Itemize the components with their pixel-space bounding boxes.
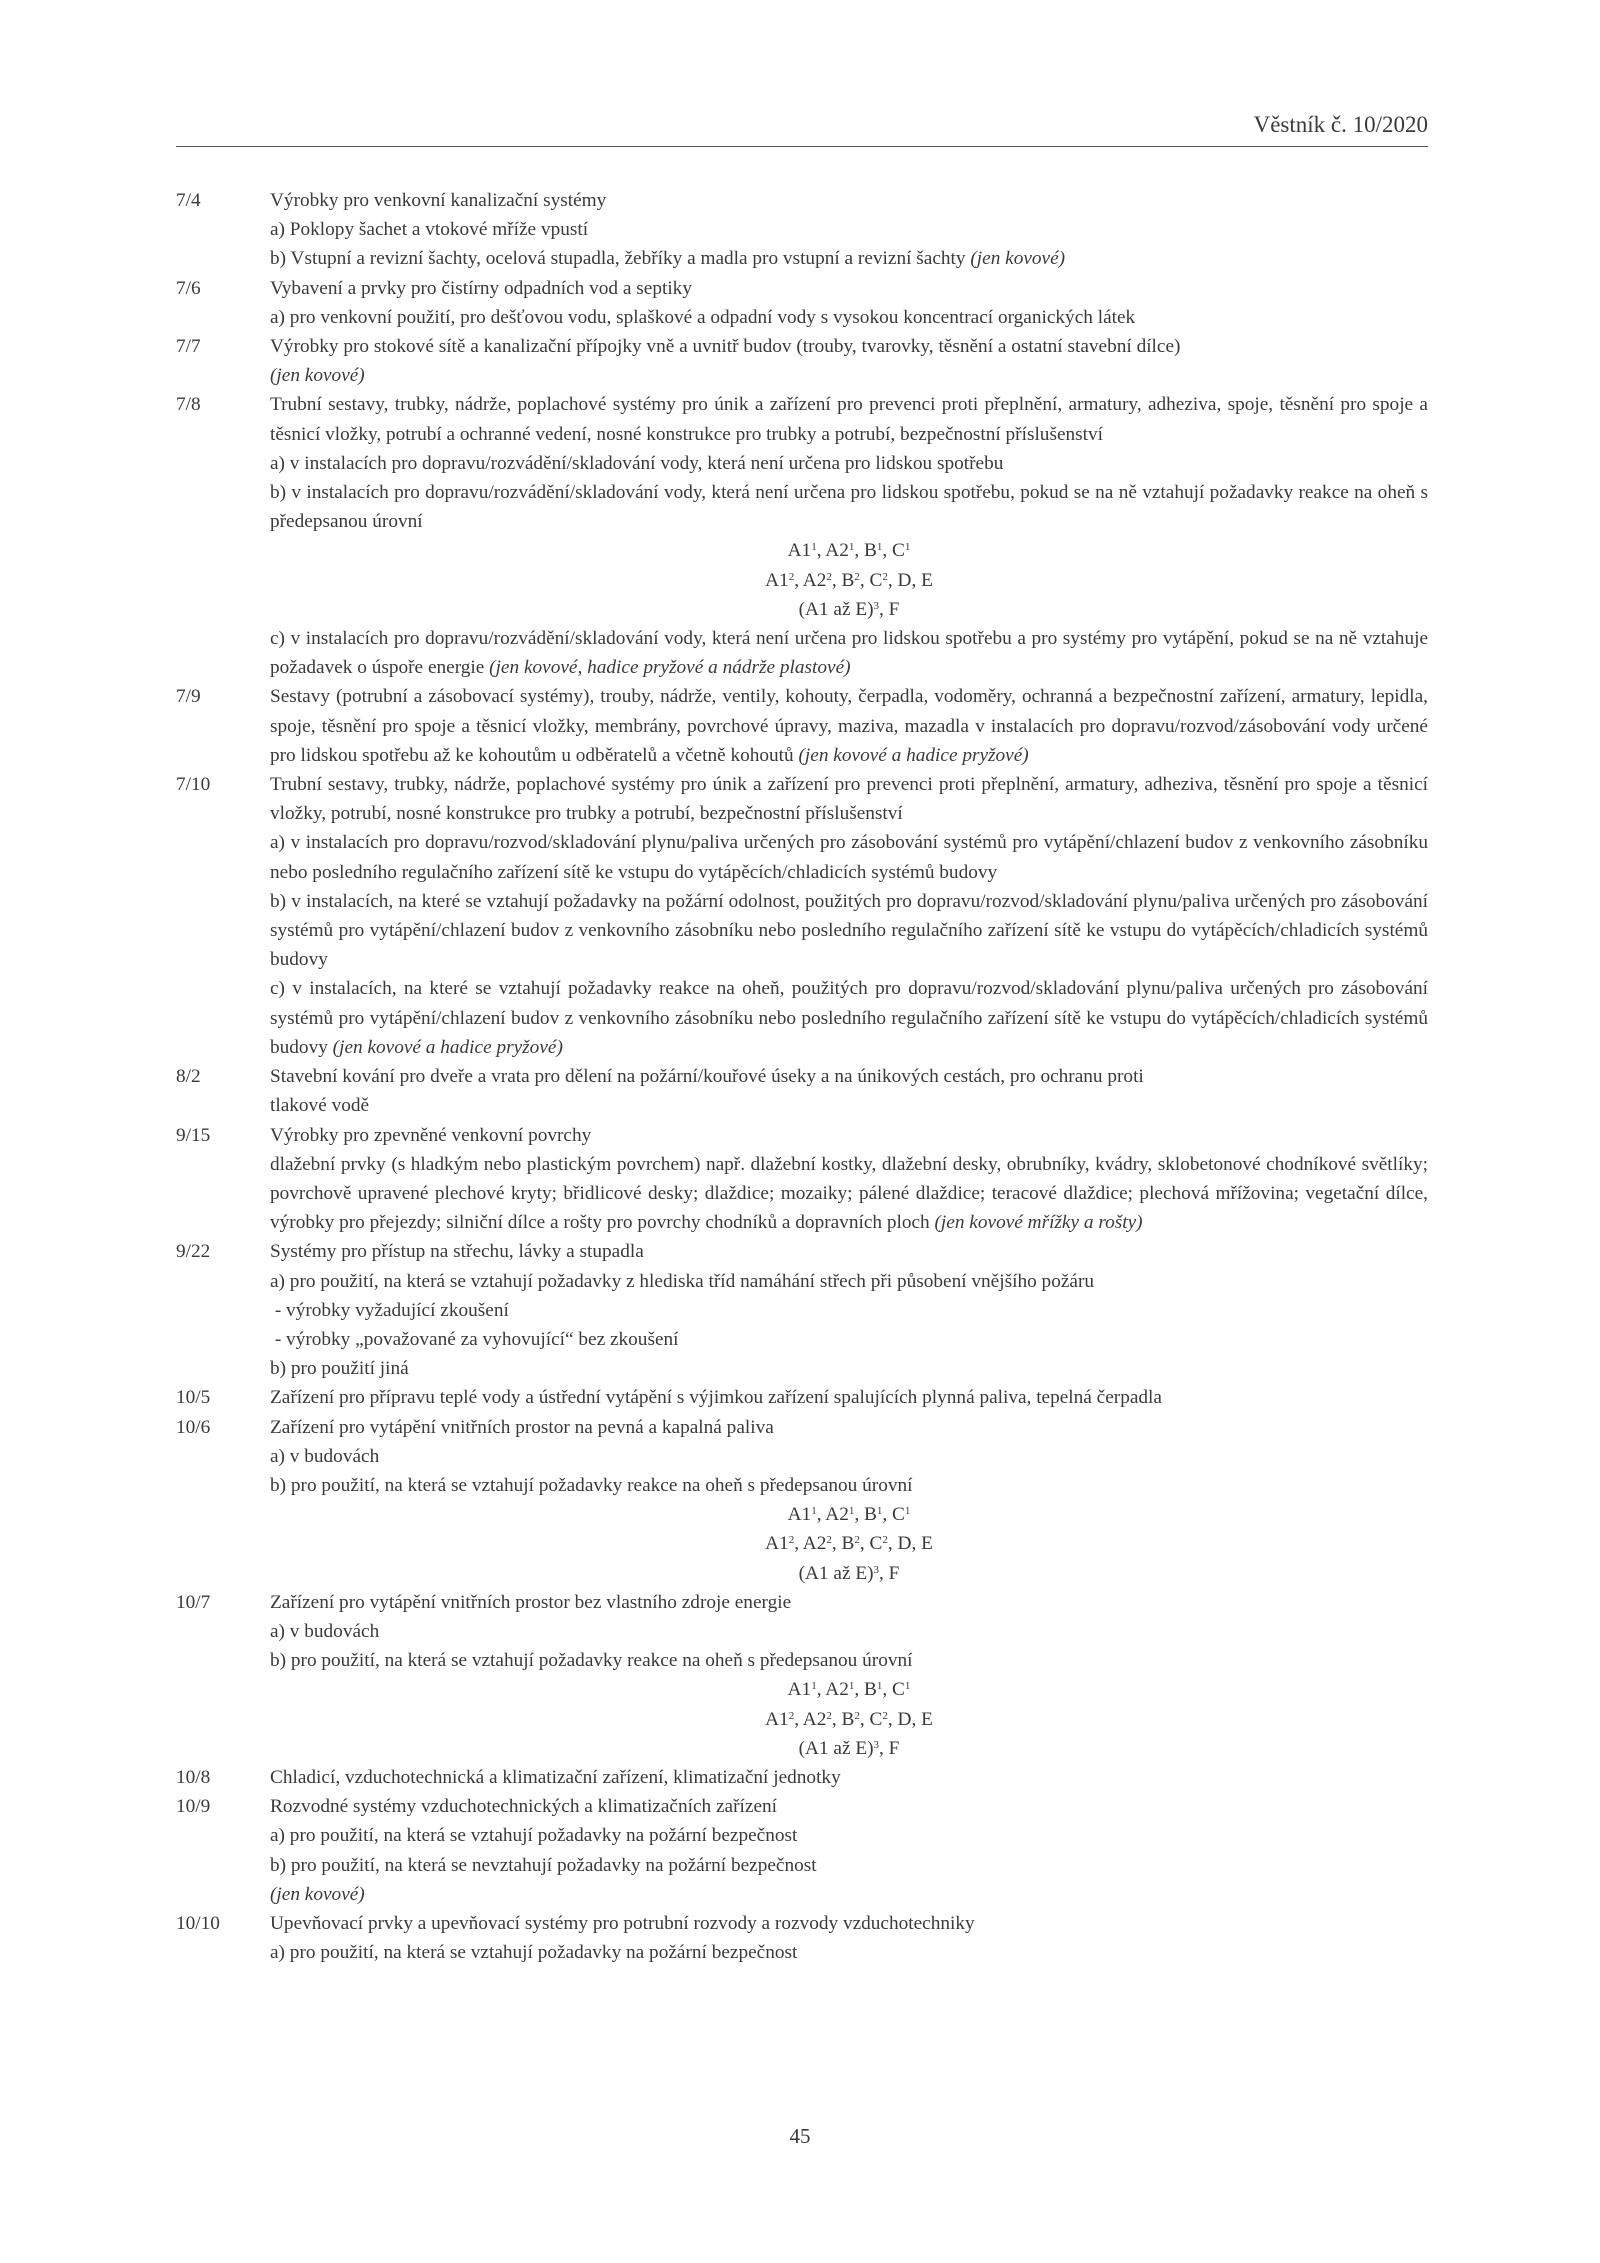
fire-class-line-1: $A1^1$, $A2^1$, $B^1$, $C^1$ (787, 1679, 911, 1701)
entry-7-6 (176, 274, 1428, 332)
journal-title: Věstník č. 10/2020 (1253, 112, 1428, 137)
entry-item: b) pro použití, na která se vztahují požadavky reakce na oheň s předepsanou úrovní (270, 1650, 913, 1672)
entry-item: b) v instalacích, na které se vztahují požadavky na požární odolnost, použitých pro dopravu/rozvod/skladování plynu/paliva určených pro zásobování systémů pro vytápění/chlazení budov z venkovního zásobníku nebo posledního regulačního zařízení sítě ke vstupu do vytápěcích/chladicích systémů budovy (270, 890, 1428, 971)
entry-9-15 (176, 1121, 1428, 1238)
entry-title: Výrobky pro stokové sítě a kanalizační přípojky vně a uvnitř budov (trouby, tvarovky, těsnění a ostatní stavební dílce) (270, 336, 1181, 358)
entry-item: b) Vstupní a revizní šachty, ocelová stupadla, žebříky a madla pro vstupní a revizní šachty (270, 248, 966, 270)
entry-code: 9/15 (176, 1124, 211, 1146)
fire-class-line-3: (A1 až E)$^3$, F (798, 1562, 900, 1584)
entry-item: a) v instalacích pro dopravu/rozvod/skladování plynu/paliva určených pro zásobování systémů pro vytápění/chlazení budov z venkovního zásobníku nebo posledního regulačního zařízení sítě ke vstupu do vytápěcích/chladicích systémů budovy (270, 832, 1428, 883)
fire-class-line-2: $A1^2$, $A2^2$, $B^2$, $C^2$, D, E (765, 569, 933, 591)
entry-item: a) Poklopy šachet a vtokové mříže vpustí (270, 219, 589, 241)
entry-code: 7/8 (176, 394, 201, 416)
entry-item: b) pro použití jiná (270, 1358, 409, 1380)
entry-item: a) pro použití, na která se vztahují požadavky na požární bezpečnost (270, 1942, 798, 1964)
entry-7-8 (176, 390, 1428, 682)
fire-class-line-3: (A1 až E)$^3$, F (798, 598, 900, 620)
page-header (176, 112, 1428, 147)
entry-10-5 (176, 1383, 1428, 1412)
product-list (176, 186, 1428, 1967)
entry-title: Rozvodné systémy vzduchotechnických a klimatizačních zařízení (270, 1796, 778, 1818)
entry-10-6 (176, 1413, 1428, 1588)
entry-7-4 (176, 186, 1428, 274)
entry-title: Zařízení pro přípravu teplé vody a ústřední vytápění s výjimkou zařízení spalujících plynná paliva, tepelná čerpadla (270, 1387, 1162, 1409)
entry-7-7 (176, 332, 1428, 390)
entry-note: (jen kovové) (270, 365, 365, 387)
entry-note: (jen kovové) (970, 248, 1066, 270)
entry-item: a) v instalacích pro dopravu/rozvádění/skladování vody, která není určena pro lidskou spotřebu (270, 452, 1004, 474)
entry-code: 10/7 (176, 1591, 211, 1613)
entry-code: 10/8 (176, 1766, 211, 1788)
entry-9-22 (176, 1237, 1428, 1383)
entry-title: Upevňovací prvky a upevňovací systémy pro potrubní rozvody a rozvody vzduchotechniky (270, 1912, 975, 1934)
entry-code: 9/22 (176, 1241, 211, 1263)
entry-10-7 (176, 1588, 1428, 1763)
entry-code: 10/10 (176, 1912, 220, 1934)
entry-code: 7/10 (176, 774, 211, 796)
entry-10-9 (176, 1792, 1428, 1909)
entry-item: c) v instalacích pro dopravu/rozvádění/skladování vody, která není určena pro lidskou spotřebu a pro systémy pro vytápění, pokud se na ně vztahuje požadavek o úspoře energie (jen kovové, hadice pryžové a nádrže plastové) (270, 628, 1428, 679)
entry-item: b) pro použití, na která se nevztahují požadavky na požární bezpečnost (270, 1854, 817, 1876)
entry-7-9 (176, 682, 1428, 770)
entry-title: Zařízení pro vytápění vnitřních prostor bez vlastního zdroje energie (270, 1591, 792, 1613)
entry-title: Stavební kování pro dveře a vrata pro dělení na požární/kouřové úseky a na únikových cestách, pro ochranu proti tlakové vodě (270, 1066, 1144, 1117)
entry-7-10 (176, 770, 1428, 1062)
entry-code: 10/5 (176, 1387, 211, 1409)
entry-note: (jen kovové mřížky a rošty) (934, 1212, 1143, 1234)
entry-note: (jen kovové a hadice pryžové) (332, 1036, 563, 1058)
entry-note: (jen kovové) (270, 1883, 365, 1905)
entry-title: Sestavy (potrubní a zásobovací systémy), trouby, nádrže, ventily, kohouty, čerpadla, vodoměry, ochranná a bezpečnostní zařízení, armatury, lepidla, spoje, těsnění pro spoje a těsnicí vložky, membrány, povrchové úpravy, maziva, mazadla v instalacích pro dopravu/rozvod/zásobování vody určené pro lidskou spotřebu až ke kohoutům u odběratelů a včetně kohoutů (jen kovové a hadice pryžové) (270, 686, 1428, 766)
entry-title: Trubní sestavy, trubky, nádrže, poplachové systémy pro únik a zařízení pro prevenci proti přeplnění, armatury, adheziva, těsnění pro spoje a těsnicí vložky, potrubí, nosné konstrukce pro trubky a potrubí, bezpečnostní příslušenství (270, 774, 1428, 825)
entry-item: a) v budovách (270, 1620, 380, 1642)
entry-10-8 (176, 1763, 1428, 1792)
entry-code: 10/6 (176, 1416, 211, 1438)
entry-code: 8/2 (176, 1066, 201, 1088)
entry-code: 7/4 (176, 190, 201, 211)
entry-title: Výrobky pro venkovní kanalizační systémy (270, 190, 607, 211)
entry-title: Zařízení pro vytápění vnitřních prostor na pevná a kapalná paliva (270, 1416, 774, 1438)
entry-title: Vybavení a prvky pro čistírny odpadních vod a septiky (270, 277, 692, 299)
fire-class-line-2: $A1^2$, $A2^2$, $B^2$, $C^2$, D, E (765, 1708, 933, 1730)
entry-item: - výrobky „považované za vyhovující“ bez zkoušení (270, 1328, 679, 1350)
entry-item: b) pro použití, na která se vztahují požadavky reakce na oheň s předepsanou úrovní (270, 1474, 913, 1496)
fire-class-line-3: (A1 až E)$^3$, F (798, 1737, 900, 1759)
entry-item: a) pro venkovní použití, pro dešťovou vodu, splaškové a odpadní vody s vysokou koncentrací organických látek (270, 306, 1136, 328)
entry-item: a) v budovách (270, 1445, 380, 1467)
entry-code: 10/9 (176, 1796, 211, 1818)
entry-title: Trubní sestavy, trubky, nádrže, poplachové systémy pro únik a zařízení pro prevenci proti přeplnění, armatury, adheziva, spoje, těsnění pro spoje a těsnicí vložky, potrubí a ochranné vedení, nosné konstrukce pro trubky a potrubí, bezpečnostní příslušenství (270, 394, 1428, 445)
entry-title: Chladicí, vzduchotechnická a klimatizační zařízení, klimatizační jednotky (270, 1766, 841, 1788)
page-number: 45 (789, 2124, 811, 2148)
entry-note: (jen kovové a hadice pryžové) (798, 744, 1029, 766)
entry-code: 7/9 (176, 686, 201, 708)
entry-8-2 (176, 1062, 1428, 1120)
entry-item: - výrobky vyžadující zkoušení (270, 1299, 509, 1321)
entry-code: 7/7 (176, 336, 201, 358)
entry-body: dlažební prvky (s hladkým nebo plastickým povrchem) např. dlažební kostky, dlažební desky, obrubníky, kvádry, sklobetonové chodníkové světlíky; povrchově upravené plechové kryty; břidlicové desky; dlaždice; mozaiky; pálené dlaždice; teracové dlaždice; plechová mřížovina; vegetační dílce, výrobky pro přejezdy; silniční dílce a rošty pro povrchy chodníků a dopravních ploch (jen kovové mřížky a rošty) (270, 1153, 1428, 1234)
entry-item: a) pro použití, na která se vztahují požadavky na požární bezpečnost (270, 1825, 798, 1847)
entry-note: (jen kovové, hadice pryžové a nádrže plastové) (489, 657, 851, 679)
entry-item: c) v instalacích, na které se vztahují požadavky reakce na oheň, použitých pro dopravu/rozvod/skladování plynu/paliva určených pro zásobování systémů pro vytápění/chlazení budov z venkovního zásobníku nebo posledního regulačního zařízení sítě ke vstupu do vytápěcích/chladicích systémů budovy (jen kovové a hadice pryžové) (270, 978, 1428, 1058)
fire-class-line-1: $A1^1$, $A2^1$, $B^1$, $C^1$ (787, 540, 911, 562)
entry-title: Výrobky pro zpevněné venkovní povrchy (270, 1124, 592, 1146)
entry-code: 7/6 (176, 277, 201, 299)
fire-class-line-1: $A1^1$, $A2^1$, $B^1$, $C^1$ (787, 1504, 911, 1526)
entry-title: Systémy pro přístup na střechu, lávky a stupadla (270, 1241, 644, 1263)
entry-item: b) v instalacích pro dopravu/rozvádění/skladování vody, která není určena pro lidskou spotřebu, pokud se na ně vztahují požadavky reakce na oheň s předepsanou úrovní (270, 482, 1428, 533)
fire-class-line-2: $A1^2$, $A2^2$, $B^2$, $C^2$, D, E (765, 1533, 933, 1555)
entry-10-10 (176, 1909, 1428, 1967)
entry-item: a) pro použití, na která se vztahují požadavky z hlediska tříd namáhání střech při působení vnějšího požáru (270, 1270, 1095, 1292)
